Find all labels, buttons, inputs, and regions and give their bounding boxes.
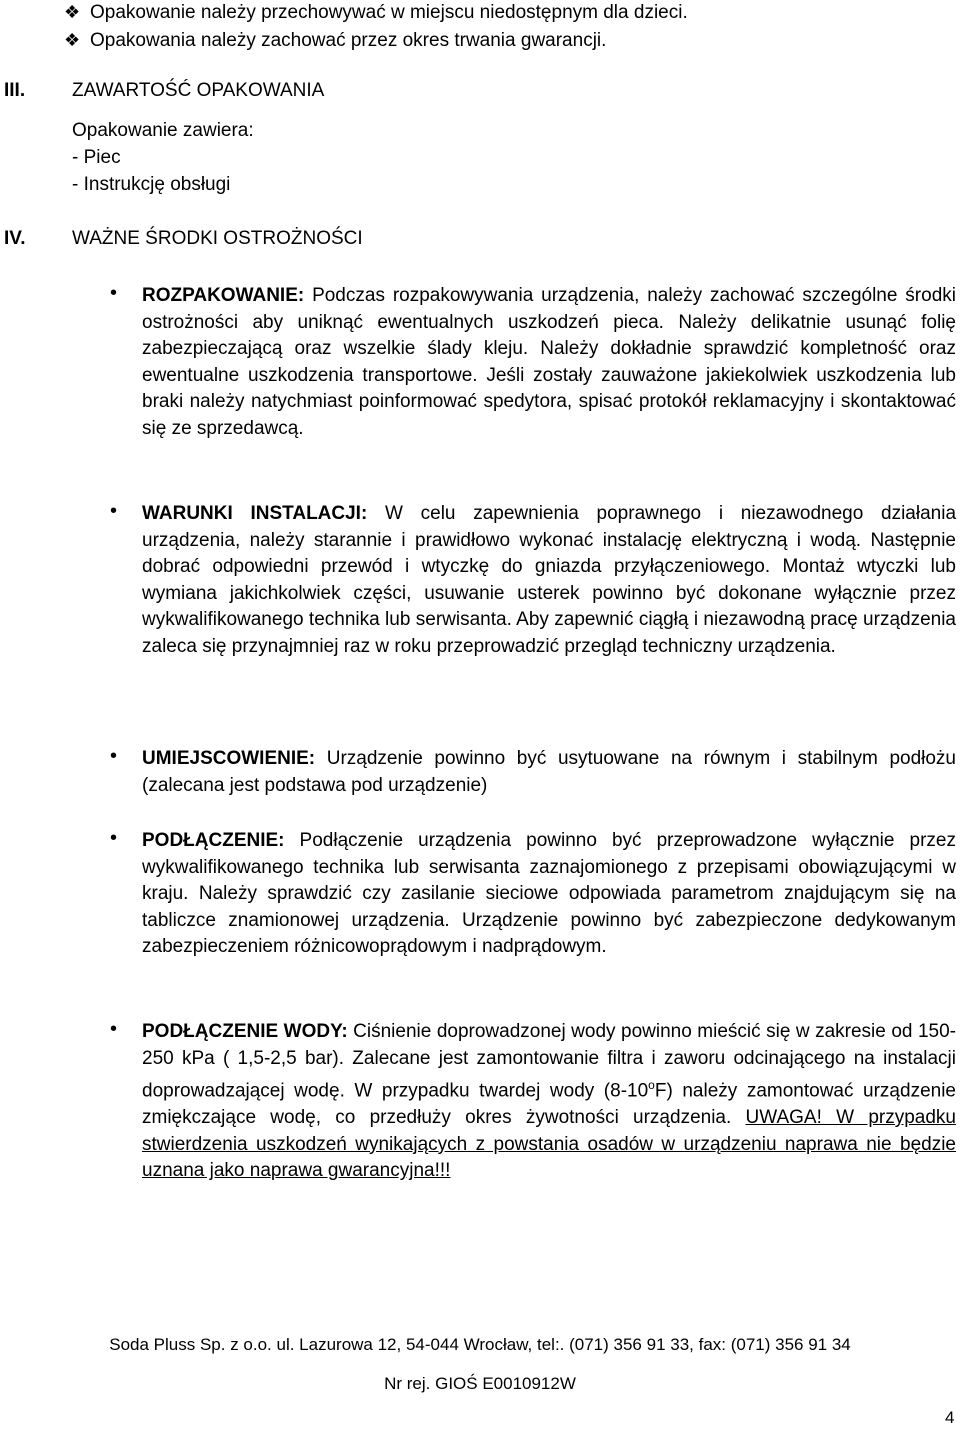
- section-4-title: WAŻNE ŚRODKI OSTROŻNOŚCI: [72, 228, 363, 249]
- water-connection-paragraph: PODŁĄCZENIE WODY: Ciśnienie doprowadzonej wody powinno mieścić się w zakresie od 150-250 kPa ( 1,5-2,5 bar). Zalecane jest zamontowanie filtra i zaworu odcinającego na instalacji doprowadzającej wodę. W przypadku twardej wody (8-10$^o$F) należy zamontować urządzenie zmiękczające wodę, co przedłuży okres żywotności urządzenia. UWAGA! W przypadku stwierdzenia uszkodzeń wynikających z powstania osadów w urządzeniu naprawa nie będzie uznana jako naprawa gwarancyjna!!!: [142, 1021, 956, 1182]
- degree-superscript: o: [648, 1078, 655, 1093]
- bullet-dot-icon: •: [110, 282, 118, 304]
- package-item: - Instrukcję obsługi: [72, 174, 231, 195]
- bullet-dot-icon: •: [110, 745, 118, 767]
- connection-paragraph: PODŁĄCZENIE: Podłączenie urządzenia powinno być przeprowadzone wyłącznie przez wykwalifikowanego technika lub serwisanta zaznajomionego z przepisami obowiązującymi w kraju. Należy sprawdzić czy zasilanie sieciowe odpowiada parametrom znajdującym się na tabliczce znamionowej urządzenia. Urządzenie powinno być zabezpieczone dedykowanym zabezpieczeniem różnicowoprądowym i nadprądowym.: [142, 830, 956, 958]
- warranty-note: ❖ Opakowania należy zachować przez okres trwania gwarancji.: [64, 30, 607, 51]
- placement-paragraph: UMIEJSCOWIENIE: Urządzenie powinno być usytuowane na równym i stabilnym podłożu (zalecana jest podstawa pod urządzenie): [142, 748, 956, 796]
- warranty-warning: UWAGA! W przypadku stwierdzenia uszkodzeń wynikających z powstania osadów w urządzeniu naprawa nie będzie uznana jako naprawa gwarancyjna!!!: [142, 1107, 956, 1182]
- diamond-bullet-icon: ❖: [64, 2, 81, 22]
- package-contents-intro: Opakowanie zawiera:: [72, 120, 254, 141]
- bullet-dot-icon: •: [110, 1018, 118, 1040]
- section-4-number: IV.: [4, 228, 26, 249]
- unpacking-paragraph: ROZPAKOWANIE: Podczas rozpakowywania urządzenia, należy zachować szczególne środki ostrożności aby uniknąć ewentualnych uszkodzeń pieca. Należy delikatnie usunąć folię zabezpieczającą oraz wszelkie ślady kleju. Należy dokładnie sprawdzić kompletność oraz ewentualne uszkodzenia transportowe. Jeśli zostały zauważone jakiekolwiek uszkodzenia lub braki należy natychmiast poinformować spedytora, spisać protokół reklamacyjny i skontaktować się ze sprzedawcą.: [142, 285, 956, 439]
- diamond-bullet-icon: ❖: [64, 30, 81, 50]
- company-address: Soda Pluss Sp. z o.o. ul. Lazurowa 12, 54-044 Wrocław, tel:. (071) 356 91 33, fax: (071) 356 91 34: [109, 1335, 851, 1354]
- registry-number: Nr rej. GIOŚ E0010912W: [384, 1374, 576, 1393]
- bullet-dot-icon: •: [110, 827, 118, 849]
- page-number: 4: [945, 1408, 955, 1427]
- installation-paragraph: WARUNKI INSTALACJI: W celu zapewnienia poprawnego i niezawodnego działania urządzenia, należy starannie i prawidłowo wykonać instalację elektryczną i wodą. Następnie dobrać odpowiedni przewód i wtyczkę do gniazda przyłączeniowego. Montaż wtyczki lub wymiana jakichkolwiek części, usuwanie usterek powinno być dokonane wyłącznie przez wykwalifikowanego technika lub serwisanta. Aby zapewnić ciągłą i niezawodną pracę urządzenia zaleca się przynajmniej raz w roku przeprowadzić przegląd techniczny urządzenia.: [142, 503, 957, 657]
- section-3-number: III.: [4, 80, 26, 101]
- storage-note: ❖ Opakowanie należy przechowywać w miejscu niedostępnym dla dzieci.: [64, 2, 688, 23]
- bullet-dot-icon: •: [110, 500, 118, 522]
- section-3-title: ZAWARTOŚĆ OPAKOWANIA: [72, 80, 325, 101]
- package-item: - Piec: [72, 147, 121, 168]
